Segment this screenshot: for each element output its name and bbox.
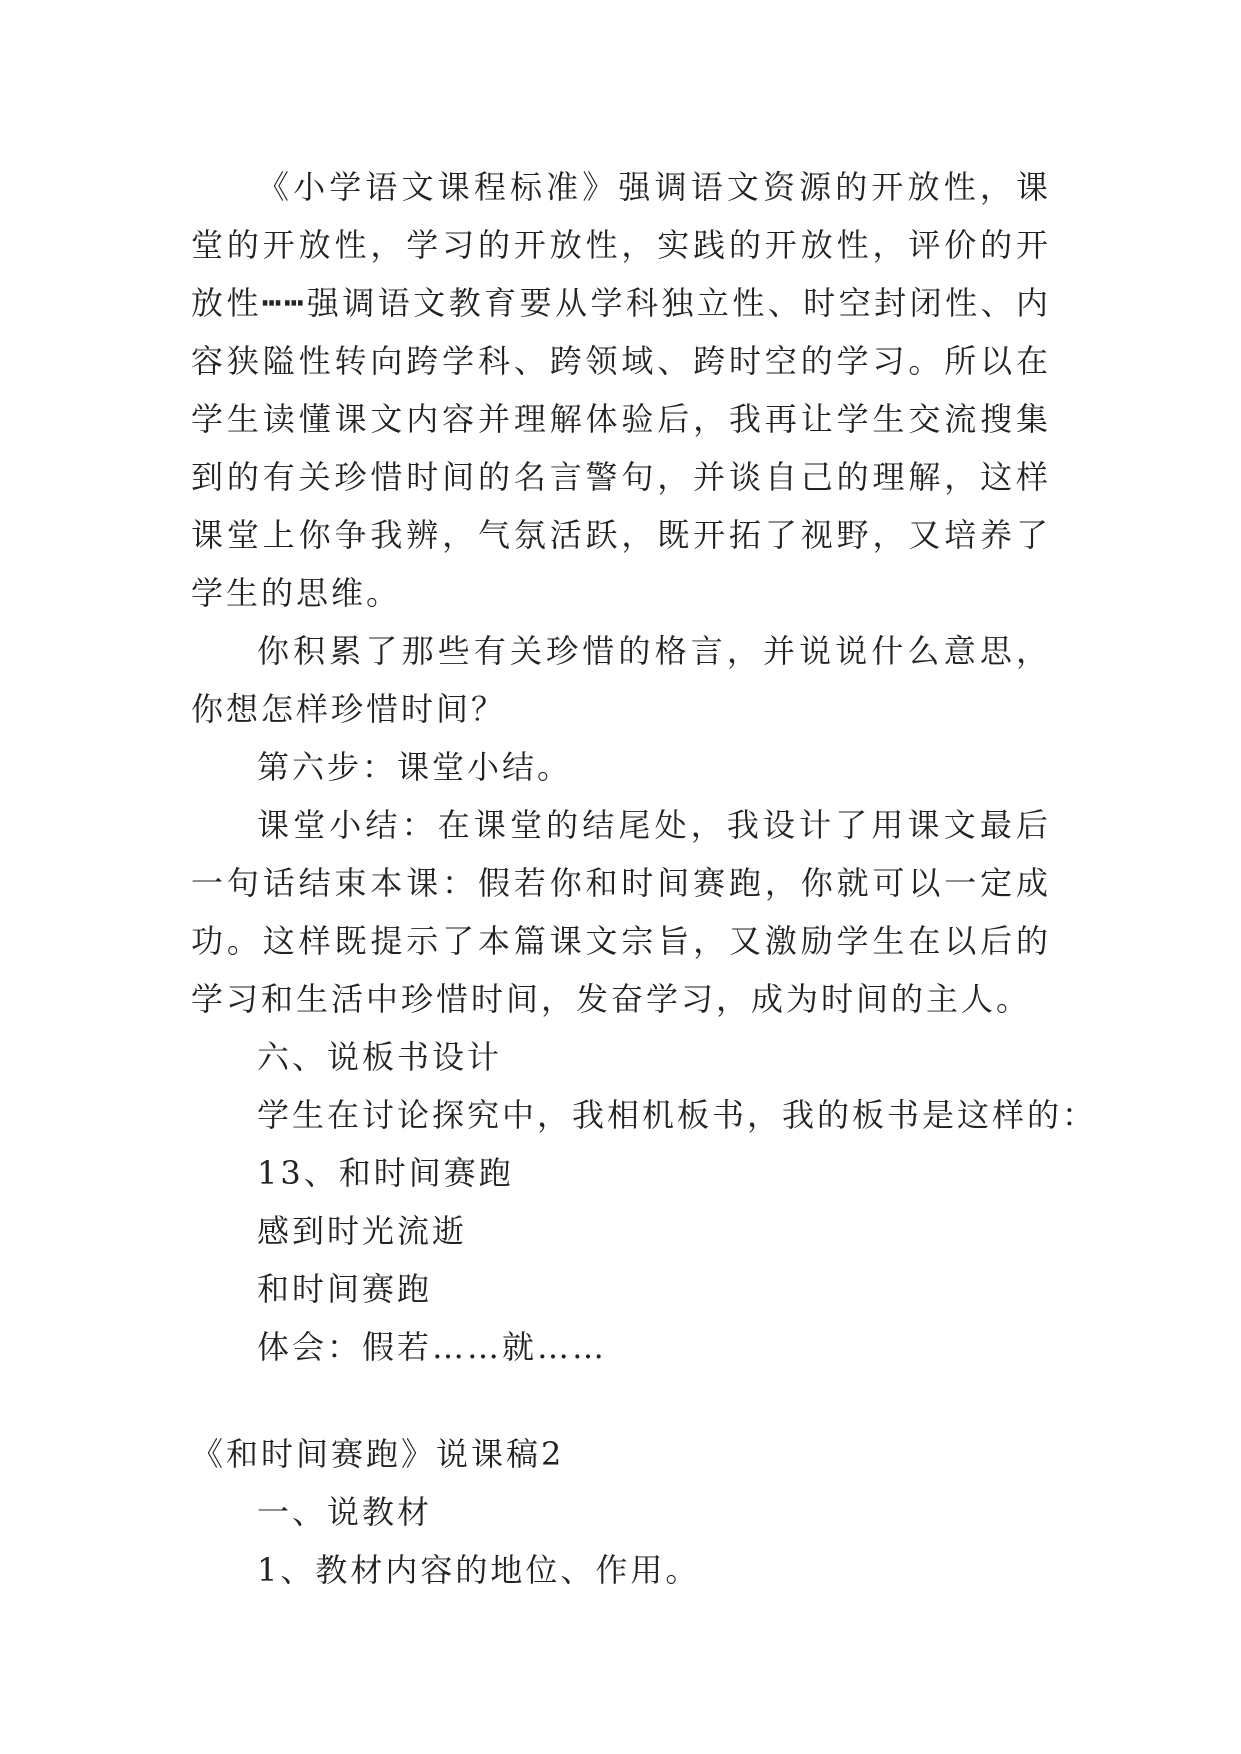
- section-title: 《和时间赛跑》说课稿2: [191, 1435, 565, 1473]
- paragraph-class-summary: 课堂小结：在课堂的结尾处，我设计了用课文最后一句话结束本课：假若你和时间赛跑，你就可以一定成功。这样既提示了本篇课文宗旨，又激励学生在以后的学习和生活中珍惜时间，发奋学习，成为时间的主人。: [191, 806, 1051, 1018]
- paragraph-curriculum-standard: 《小学语文课程标准》强调语文资源的开放性，课堂的开放性，学习的开放性，实践的开放性，评价的开放性┅┅强调语文教育要从学科独立性、时空封闭性、内容狭隘性转向跨学科、跨领域、跨时空的学习。所以在学生读懂课文内容并理解体验后，我再让学生交流搜集到的有关珍惜时间的名言警句，并谈自己的理解，这样课堂上你争我辨，气氛活跃，既开拓了视野，又培养了学生的思维。: [191, 168, 1051, 612]
- document-body: [191, 158, 1098, 1599]
- blackboard-design-heading: 六、说板书设计: [257, 1038, 503, 1076]
- blackboard-intro: 学生在讨论探究中，我相机板书，我的板书是这样的：: [257, 1096, 1098, 1134]
- section-subheading-role: 1、教材内容的地位、作用。: [257, 1551, 701, 1589]
- blackboard-line-feeling: 感到时光流逝: [257, 1212, 468, 1250]
- section-heading-materials: 一、说教材: [257, 1493, 433, 1531]
- blackboard-line-experience: 体会：假若……就……: [257, 1328, 608, 1366]
- blackboard-line-race: 和时间赛跑: [257, 1270, 433, 1308]
- blackboard-line-title: 13、和时间赛跑: [257, 1154, 514, 1192]
- paragraph-question: 你积累了那些有关珍惜的格言，并说说什么意思，你想怎样珍惜时间？: [191, 632, 1051, 728]
- step-six-heading: 第六步：课堂小结。: [257, 748, 573, 786]
